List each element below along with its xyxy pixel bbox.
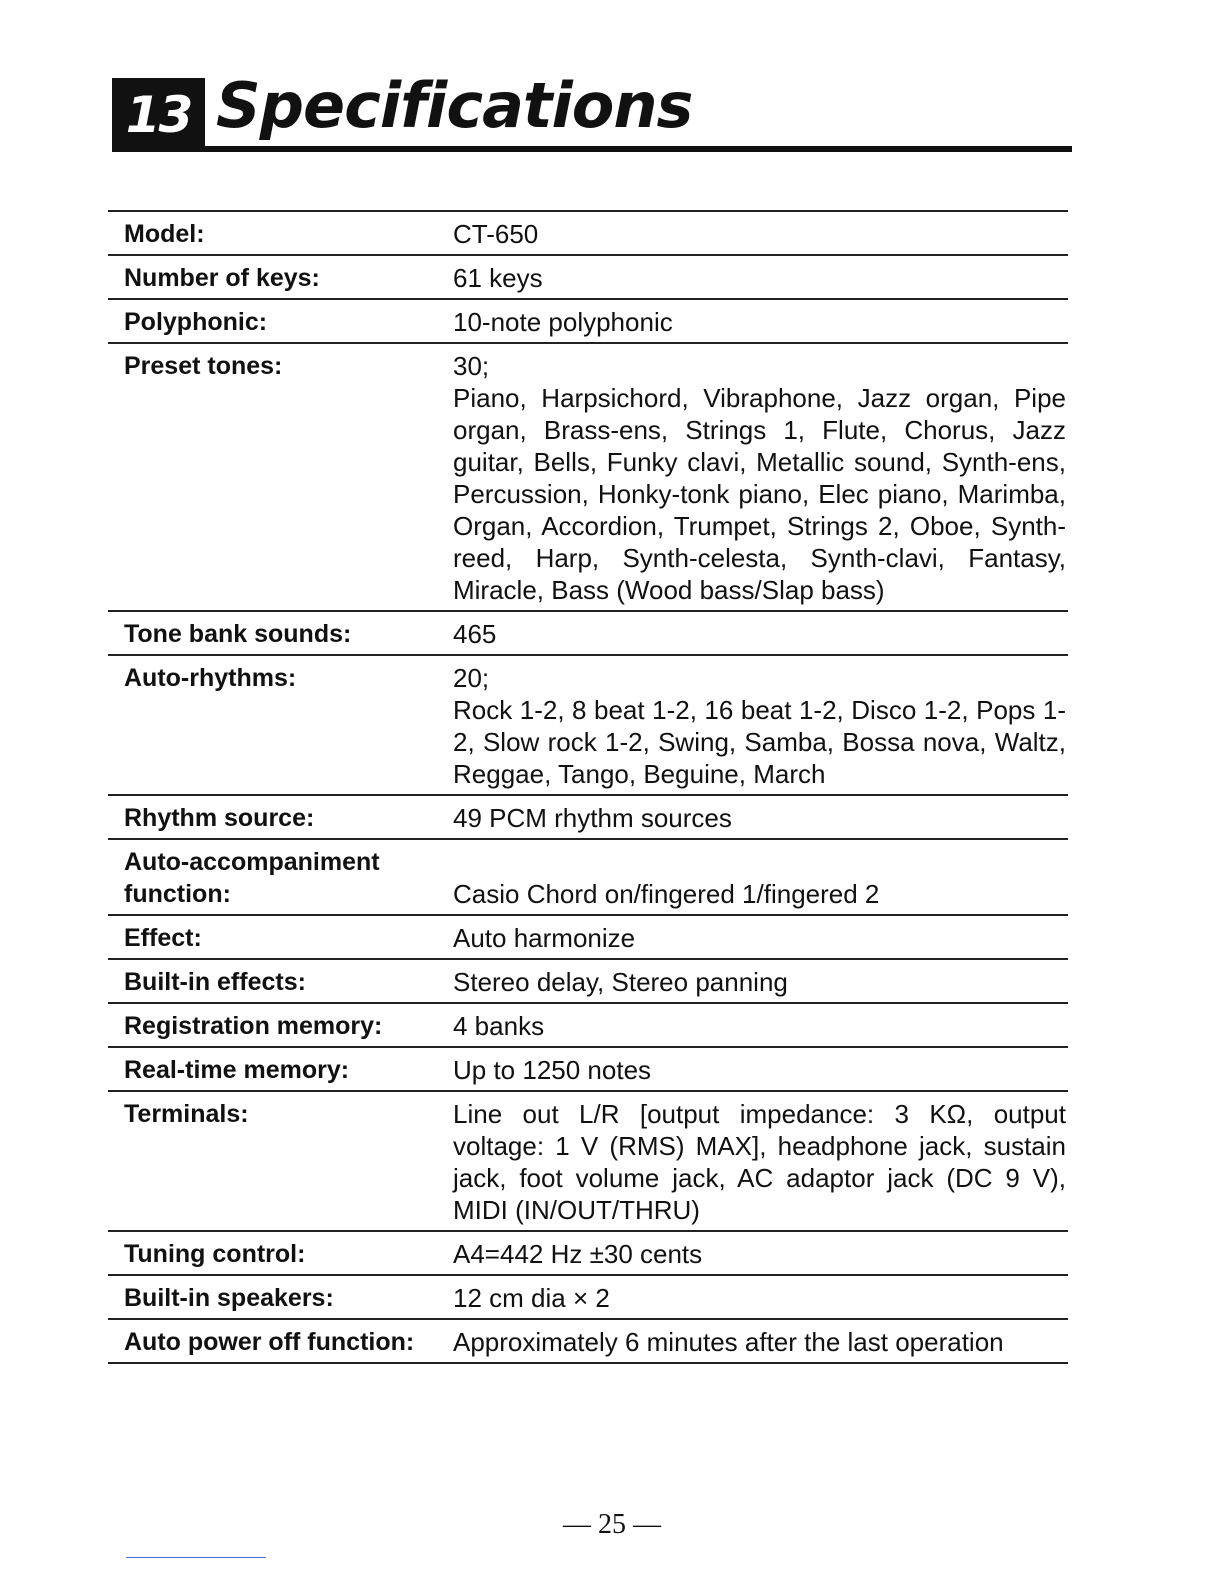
spec-value: Piano, Harpsichord, Vibraphone, Jazz organ, Pipe organ, Brass-ens, Strings 1, Flute, Chorus, Jazz guitar, Bells, Funky clavi, Metallic sound, Synth-ens, Percussion, Honky-tonk piano, Elec piano, Marimba, Organ, Accordion, Trumpet, Strings 2, Oboe, Synth-reed, Harp, Synth-celesta, Synth-clavi, Fantasy, Miracle, Bass (Wood bass/Slap bass) — [453, 383, 1066, 605]
page-title: Specifications — [216, 69, 693, 142]
spec-label: Number of keys: — [124, 264, 320, 292]
spec-row-tuning-control — [108, 1232, 1068, 1276]
spec-row-polyphonic — [108, 300, 1068, 344]
spec-label-line: Auto-accompaniment — [124, 848, 380, 876]
spec-row-built-in-speakers — [108, 1276, 1068, 1320]
spec-row-registration-memory — [108, 1004, 1068, 1048]
spec-value-group — [453, 350, 1068, 606]
spec-label-group — [108, 846, 453, 910]
spec-row-effect — [108, 916, 1068, 960]
spec-value: 61 keys — [453, 263, 543, 293]
spec-value: 49 PCM rhythm sources — [453, 803, 732, 833]
spec-label: Auto-rhythms: — [124, 664, 297, 692]
spec-label: Registration memory: — [124, 1012, 383, 1040]
spec-label: Rhythm source: — [124, 804, 315, 832]
chapter-number-badge: 13 — [112, 78, 205, 152]
page-number: — 25 — — [563, 1509, 661, 1540]
spec-label-line: function: — [124, 880, 231, 908]
spec-row-auto-accompaniment — [108, 840, 1068, 916]
spec-label: Model: — [124, 220, 205, 248]
spec-row-tone-bank-sounds — [108, 612, 1068, 656]
footer-rule — [126, 1557, 266, 1558]
spec-value-count: 20; — [453, 663, 490, 693]
spec-value: Up to 1250 notes — [453, 1055, 652, 1085]
spec-row-number-of-keys — [108, 256, 1068, 300]
spec-value: Stereo delay, Stereo panning — [453, 967, 788, 997]
spec-label: Tuning control: — [124, 1240, 306, 1268]
spec-label: Real-time memory: — [124, 1056, 350, 1084]
spec-row-model — [108, 212, 1068, 256]
spec-value-count: 30; — [453, 351, 490, 381]
spec-value: Rock 1-2, 8 beat 1-2, 16 beat 1-2, Disco 1-2, Pops 1-2, Slow rock 1-2, Swing, Samba, Bossa nova, Waltz, Reggae, Tango, Beguine, March — [453, 695, 1066, 789]
spec-value: 4 banks — [453, 1011, 545, 1041]
spec-value: A4=442 Hz ±30 cents — [453, 1239, 703, 1269]
spec-label: Auto power off function: — [124, 1328, 415, 1356]
spec-value: Casio Chord on/fingered 1/fingered 2 — [453, 879, 880, 909]
spec-row-terminals — [108, 1092, 1068, 1232]
spec-label: Effect: — [124, 924, 202, 952]
spec-label: Terminals: — [124, 1100, 249, 1128]
spec-value: 465 — [453, 619, 497, 649]
spec-label: Built-in effects: — [124, 968, 306, 996]
spec-label: Built-in speakers: — [124, 1284, 334, 1312]
spec-label: Preset tones: — [124, 352, 283, 380]
spec-value: Line out L/R [output impedance: 3 KΩ, output voltage: 1 V (RMS) MAX], headphone jack, sustain jack, foot volume jack, AC adaptor jack (DC 9 V), MIDI (IN/OUT/THRU) — [453, 1099, 1066, 1225]
spec-label: Polyphonic: — [124, 308, 268, 336]
spec-value: Auto harmonize — [453, 923, 636, 953]
spec-row-real-time-memory — [108, 1048, 1068, 1092]
spec-label: Tone bank sounds: — [124, 620, 352, 648]
spec-value: CT-650 — [453, 219, 539, 249]
spec-row-auto-rhythms — [108, 656, 1068, 796]
spec-value: Approximately 6 minutes after the last operation — [453, 1327, 1004, 1357]
specifications-table — [108, 210, 1068, 1364]
spec-value-group — [453, 662, 1068, 790]
section-header — [112, 66, 1072, 154]
spec-value: 10-note polyphonic — [453, 307, 673, 337]
header-rule — [112, 146, 1072, 152]
spec-row-built-in-effects — [108, 960, 1068, 1004]
spec-row-auto-power-off — [108, 1320, 1068, 1364]
spec-value: 12 cm dia × 2 — [453, 1283, 610, 1313]
spec-row-preset-tones — [108, 344, 1068, 612]
spec-row-rhythm-source — [108, 796, 1068, 840]
